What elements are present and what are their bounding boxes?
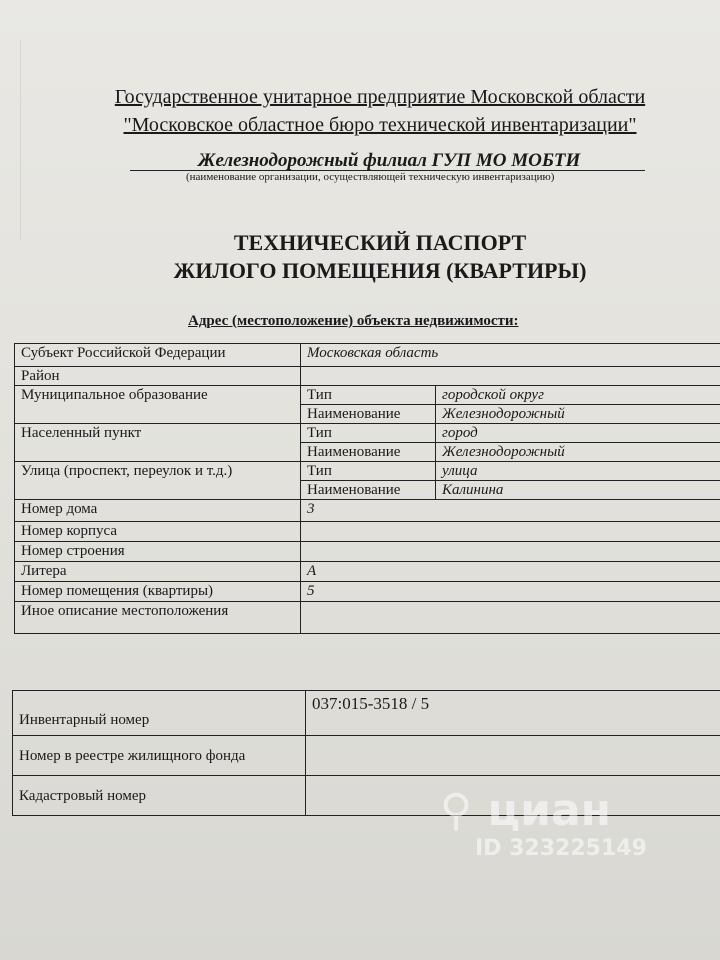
letter-value: А xyxy=(301,562,720,582)
watermark-id: ID 323225149 xyxy=(475,836,647,861)
table-row xyxy=(15,602,720,634)
watermark-brand: циан xyxy=(487,785,612,836)
locality-type: город xyxy=(436,424,720,443)
subject-value: Московская область xyxy=(301,344,720,367)
municipality-type: городской округ xyxy=(436,386,720,405)
type-label: Тип xyxy=(301,462,436,481)
letter-label: Литера xyxy=(15,562,301,582)
name-label: Наименование xyxy=(301,443,436,462)
table-row xyxy=(15,542,720,562)
housing-value xyxy=(306,736,720,776)
table-row xyxy=(15,344,720,367)
structure-label: Номер строения xyxy=(15,542,301,562)
housing-label: Номер в реестре жилищного фонда xyxy=(13,736,306,776)
table-row xyxy=(15,424,720,443)
structure-value xyxy=(301,542,720,562)
table-row xyxy=(15,522,720,542)
other-value xyxy=(301,602,720,634)
bleed-through-page xyxy=(20,40,720,240)
address-heading: Адрес (местоположение) объекта недвижимости: xyxy=(188,313,519,329)
street-name: Калинина xyxy=(436,481,720,500)
district-label: Район xyxy=(15,367,301,386)
building-label: Номер корпуса xyxy=(15,522,301,542)
org-line-1: Государственное унитарное предприятие Московской области xyxy=(114,86,646,108)
inventory-value: 037:015-3518 / 5 xyxy=(306,691,720,736)
org-line-2: "Московское областное бюро технической инвентаризации" xyxy=(123,114,637,136)
house-value: 3 xyxy=(301,500,720,522)
locality-name: Железнодорожный xyxy=(436,443,720,462)
table-row xyxy=(15,367,720,386)
flat-value: 5 xyxy=(301,582,720,602)
flat-label: Номер помещения (квартиры) xyxy=(15,582,301,602)
table-row xyxy=(13,691,720,736)
building-value xyxy=(301,522,720,542)
district-value xyxy=(301,367,720,386)
branch-name: Железнодорожный филиал ГУП МО МОБТИ xyxy=(198,150,581,171)
cian-watermark xyxy=(440,785,647,861)
table-row xyxy=(15,582,720,602)
name-label: Наименование xyxy=(301,405,436,424)
location-pin-icon: ⚲ xyxy=(440,785,488,836)
branch-caption: (наименование организации, осуществляющей техническую инвентаризацию) xyxy=(186,171,555,183)
inventory-label: Инвентарный номер xyxy=(13,691,306,736)
table-row xyxy=(15,562,720,582)
street-type: улица xyxy=(436,462,720,481)
address-table xyxy=(14,343,720,634)
locality-label: Населенный пункт xyxy=(15,424,301,462)
municipality-label: Муниципальное образование xyxy=(15,386,301,424)
table-row xyxy=(15,500,720,522)
table-row xyxy=(15,462,720,481)
house-label: Номер дома xyxy=(15,500,301,522)
table-row xyxy=(15,386,720,405)
name-label: Наименование xyxy=(301,481,436,500)
type-label: Тип xyxy=(301,424,436,443)
other-label: Иное описание местоположения xyxy=(15,602,301,634)
cadastral-label: Кадастровый номер xyxy=(13,776,306,816)
municipality-name: Железнодорожный xyxy=(436,405,720,424)
street-label: Улица (проспект, переулок и т.д.) xyxy=(15,462,301,500)
subject-label: Субъект Российской Федерации xyxy=(15,344,301,367)
doc-title: ТЕХНИЧЕСКИЙ ПАСПОРТ xyxy=(233,230,527,255)
table-row xyxy=(13,736,720,776)
doc-subtitle: ЖИЛОГО ПОМЕЩЕНИЯ (КВАРТИРЫ) xyxy=(173,258,587,283)
type-label: Тип xyxy=(301,386,436,405)
